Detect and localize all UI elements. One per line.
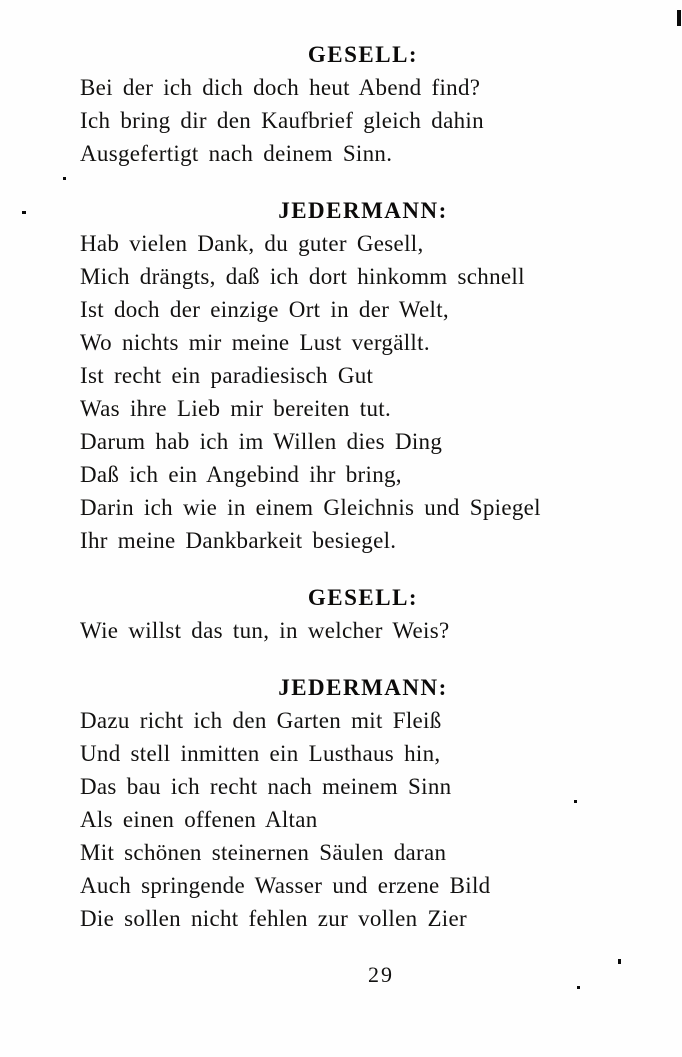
verse-line: Als einen offenen Altan xyxy=(80,807,318,832)
dialogue-block-jedermann-2 xyxy=(80,671,646,935)
verse-line: Darin ich wie in einem Gleichnis und Spiegel xyxy=(80,495,541,520)
speaker-heading: JEDERMANN: xyxy=(278,198,448,223)
verse-line: Dazu richt ich den Garten mit Fleiß xyxy=(80,708,442,733)
speaker-heading: JEDERMANN: xyxy=(278,675,448,700)
scan-edge-artifact xyxy=(677,10,681,26)
verse-line: Hab vielen Dank, du guter Gesell, xyxy=(80,231,424,256)
verse-line: Ist recht ein paradiesisch Gut xyxy=(80,363,374,388)
verse-line: Wie willst das tun, in welcher Weis? xyxy=(80,618,450,643)
verse-line: Wo nichts mir meine Lust vergällt. xyxy=(80,330,430,355)
page-number: 29 xyxy=(368,962,394,987)
verse-line: Ausgefertigt nach deinem Sinn. xyxy=(80,141,393,166)
verse-line: Und stell inmitten ein Lusthaus hin, xyxy=(80,741,441,766)
verse-line: Was ihre Lieb mir bereiten tut. xyxy=(80,396,392,421)
verse-line: Das bau ich recht nach meinem Sinn xyxy=(80,774,452,799)
verse-line: Darum hab ich im Willen dies Ding xyxy=(80,429,443,454)
verse-line: Ist doch der einzige Ort in der Welt, xyxy=(80,297,449,322)
verse-line: Ich bring dir den Kaufbrief gleich dahin xyxy=(80,108,484,133)
dialogue-block-gesell-2 xyxy=(80,581,646,647)
verse-line: Die sollen nicht fehlen zur vollen Zier xyxy=(80,906,467,931)
verse-line: Daß ich ein Angebind ihr bring, xyxy=(80,462,402,487)
verse-line: Auch springende Wasser und erzene Bild xyxy=(80,873,491,898)
speaker-heading: GESELL: xyxy=(307,42,419,67)
verse-line: Mich drängts, daß ich dort hinkomm schnell xyxy=(80,264,525,289)
verse-line: Mit schönen steinernen Säulen daran xyxy=(80,840,447,865)
verse-line: Ihr meine Dankbarkeit besiegel. xyxy=(80,528,397,553)
ink-speck xyxy=(63,177,66,180)
dialogue-block-gesell-1 xyxy=(80,38,646,170)
verse-line: Bei der ich dich doch heut Abend find? xyxy=(80,75,481,100)
text-block xyxy=(80,38,646,991)
speaker-heading: GESELL: xyxy=(307,585,419,610)
dialogue-block-jedermann-1 xyxy=(80,194,646,557)
ink-speck xyxy=(22,211,26,214)
